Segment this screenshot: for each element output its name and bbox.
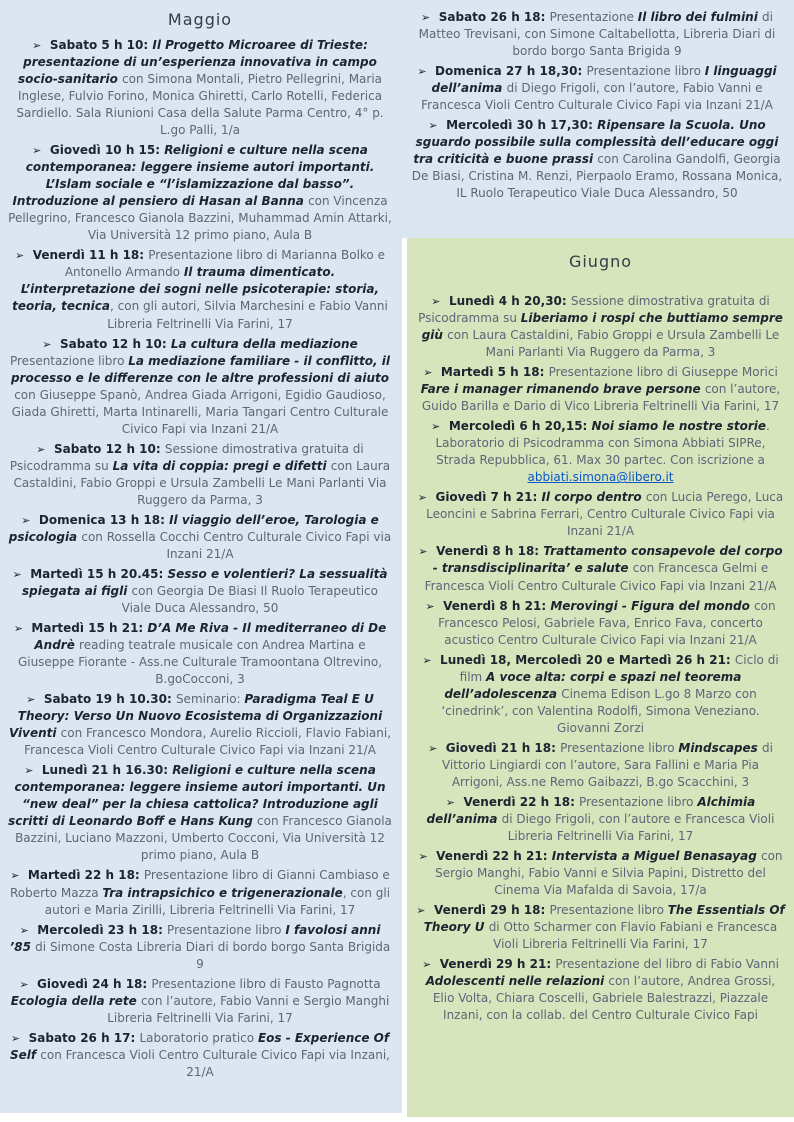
arrow-bullet-icon: ➢ [431, 420, 444, 434]
arrow-bullet-icon: ➢ [13, 622, 27, 636]
text-segment: di Otto Scharmer con Flavio Fabiani e Francesca Violi Libreria Feltrinelli Via Farini, 17 [488, 920, 778, 952]
event-item [415, 652, 786, 737]
arrow-bullet-icon: ➢ [417, 65, 431, 79]
text-segment: Presentazione libro [167, 922, 286, 937]
text-segment: Eos - Experience Of Self [9, 1030, 390, 1062]
text-segment: Giovedì 10 h 15: [49, 143, 165, 158]
text-segment: Merovingi - Figura del mondo [550, 598, 755, 613]
text-segment: Sabato 19 h 10.30: [43, 692, 176, 707]
text-segment: The Essentials Of Theory U [423, 903, 785, 935]
event-item [415, 902, 786, 953]
text-segment: , con gli autori, Silvia Marchesini e Fabio Vanni Libreria Feltrinelli Via Farini, 17 [107, 299, 388, 331]
event-item [415, 740, 786, 791]
text-segment: Sabato 5 h 10: [49, 38, 153, 52]
text-segment: Laboratorio pratico [139, 1030, 258, 1045]
text-segment: di Diego Frigoli, con l’autore, Fabio Vanni e Francesca Violi Centro Culturale Civico Fapi via Inzani 21/A [421, 81, 773, 113]
text-segment: La cultura della mediazione [170, 336, 358, 351]
event-item [415, 543, 786, 594]
event-item [8, 37, 392, 139]
text-segment: Venerdì 8 h 21: [443, 598, 551, 613]
maggio-right-items [408, 9, 786, 202]
text-segment: Ciclo di film [459, 652, 779, 684]
text-segment: Sessione dimostrativa gratuita di Psicodramma su [9, 441, 364, 473]
right-column [402, 0, 794, 1117]
text-segment: Il trauma dimenticato. L’interpretazione dei sogni nelle psicoterapie: storia, teoria, tecnica [12, 265, 380, 314]
text-segment: Martedì 5 h 18: [440, 365, 549, 380]
event-item [8, 566, 392, 617]
text-segment: I linguaggi dell’anima [431, 64, 777, 96]
arrow-bullet-icon: ➢ [12, 567, 26, 581]
text-segment: Martedì 15 h 20.45: [30, 566, 168, 581]
event-item [8, 620, 392, 688]
event-item [415, 956, 786, 1024]
arrow-bullet-icon: ➢ [19, 923, 33, 937]
text-segment: Venerdì 22 h 21: [436, 848, 552, 863]
text-segment: , con gli autori e Maria Zirilli, Libreria Feltrinelli Via Farini, 17 [44, 885, 391, 917]
text-segment: Venerdì 29 h 18: [433, 903, 550, 918]
text-segment: reading teatrale musicale con Andrea Martina e Giuseppe Fiorante - Ass.ne Culturale Tramoontana Oltrevino, B.goCocconi, 3 [17, 638, 383, 687]
text-segment: Religioni e culture nella scena contemporanea: leggere insieme autori importanti. Un “new deal” per la chiesa cattolica? Introduzione agli scritti di Leonardo Boff e Hans Kung [8, 763, 386, 829]
text-segment: Paradigma Teal E U Theory: Verso Un Nuovo Ecosistema di Organizzazioni Viventi [8, 692, 383, 741]
text-segment: con Simona Montali, Pietro Pellegrini, Maria Inglese, Fulvio Forino, Monica Ghiretti, Carlo Rotelli, Federica Sardiello. Sala Riunioni Casa della Salute Parma Centro, 4° p. L.go Palli, 1/a [16, 72, 384, 138]
event-item [415, 418, 786, 486]
text-segment: Giovedì 7 h 21: [435, 490, 542, 505]
text-segment: Adolescenti nelle relazioni [425, 974, 609, 989]
arrow-bullet-icon: ➢ [418, 545, 432, 559]
event-item [8, 691, 392, 759]
arrow-bullet-icon: ➢ [422, 958, 435, 972]
arrow-bullet-icon: ➢ [421, 11, 434, 24]
arrow-bullet-icon: ➢ [21, 513, 34, 527]
text-segment: Liberiamo i rospi che buttiamo sempre giù [421, 311, 783, 343]
arrow-bullet-icon: ➢ [416, 904, 429, 918]
text-segment: Il viaggio dell’eroe, Tarologia e psicologia [8, 512, 379, 544]
text-segment: Ecologia della rete [10, 993, 141, 1008]
event-item [8, 512, 392, 563]
text-segment: Lunedì 21 h 16.30: [41, 763, 173, 778]
text-segment: con l’autore, Guido Barilla e Dario di Vico Libreria Feltrinelli Via Farini, 17 [421, 382, 781, 414]
text-segment: con l’autore, Andrea Grossi, Elio Volta, Chiara Coscelli, Gabriele Balestrazzi, Piazzale Inzani, con la collab. del Centro Culturale Civico Fapi [432, 974, 776, 1023]
text-segment: Sabato 12 h 10: [53, 441, 165, 456]
text-segment: con Lucia Perego, Luca Leoncini e Sabrina Ferrari, Centro Culturale Civico Fapi via Inzani 21/A [426, 490, 784, 539]
event-item [8, 247, 392, 332]
text-segment: Mindscapes [678, 740, 762, 755]
text-segment: Noi siamo le nostre storie [591, 419, 767, 434]
event-item [8, 441, 392, 509]
text-segment: Sabato 12 h 10: [59, 336, 171, 351]
text-segment: Sabato 26 h 18: [438, 10, 550, 24]
maggio-continued-section [402, 0, 794, 238]
text-segment: Trattamento consapevole del corpo - transdisciplinarita’ e salute [432, 544, 783, 576]
event-item [408, 9, 786, 60]
text-segment: Alchimia dell’anima [426, 794, 756, 826]
arrow-bullet-icon: ➢ [36, 442, 49, 456]
event-item [8, 976, 392, 1027]
text-segment: Intervista a Miguel Benasayag [551, 848, 761, 863]
text-segment: Ripensare la Scuola. Uno sguardo possibile sulla complessità dell’educare oggi tra criticità e buone prassi [413, 118, 779, 167]
text-segment: Seminario: [175, 692, 245, 707]
text-segment: La mediazione familiare - il conflitto, il processo e le differenze con le altre professioni di aiuto [10, 353, 391, 385]
text-segment: di Diego Frigoli, con l’autore e Francesca Violi Libreria Feltrinelli Via Farini, 17 [501, 811, 775, 843]
text-segment: Lunedì 18, Mercoledì 20 e Martedì 26 h 21: [440, 652, 735, 667]
text-segment: Venerdì 29 h 21: [439, 957, 556, 972]
text-segment: con l’autore, Fabio Vanni e Sergio Manghi Libreria Feltrinelli Via Farini, 17 [107, 993, 390, 1025]
arrow-bullet-icon: ➢ [417, 491, 431, 505]
text-segment: Sabato 26 h 17: [28, 1030, 140, 1045]
arrow-bullet-icon: ➢ [24, 764, 37, 778]
text-segment: con Francesca Violi Centro Culturale Civico Fapi via Inzani, 21/A [40, 1047, 390, 1079]
text-segment: Presentazione libro [549, 903, 668, 918]
event-item [8, 1030, 392, 1081]
text-segment: di Simone Costa Libreria Diari di bordo borgo Santa Brigida 9 [35, 939, 391, 971]
text-segment: Il Progetto Microaree di Trieste: presentazione di un’esperienza innovativa in campo socio-sanitario [17, 38, 377, 87]
arrow-bullet-icon: ➢ [10, 1031, 24, 1045]
text-segment: Presentazione libro di Gianni Cambiaso e Roberto Mazza [9, 868, 390, 900]
text-segment: Domenica 27 h 18,30: [435, 64, 587, 79]
text-segment: con Carolina Gandolfi, Georgia De Biasi, Cristina M. Renzi, Pierpaolo Eramo, Rossana Monica, IL Ruolo Terapeutico Viale Duca Alessandro, 50 [411, 152, 783, 201]
text-segment: Lunedì 4 h 20,30: [448, 294, 571, 308]
text-segment: Mercoledì 23 h 18: [37, 922, 168, 937]
event-item [8, 336, 392, 438]
text-segment: La vita di coppia: pregi e difetti [112, 458, 331, 473]
text-segment: . Laboratorio di Psicodramma con Simona Abbiati SIPRe, Strada Repubblica, 61. Max 30 partec. Con iscrizione a [435, 419, 770, 468]
text-segment: Mercoledì 30 h 17,30: [446, 118, 598, 133]
text-segment: Venerdì 11 h 18: [32, 248, 149, 263]
text-segment: Presentazione libro di Marianna Bolko e Antonello Armando [64, 248, 385, 280]
text-segment: Il libro dei fulmini [637, 10, 763, 24]
text-segment: Presentazione libro [560, 740, 679, 755]
text-segment: Presentazione libro [9, 353, 129, 368]
event-item [415, 489, 786, 540]
text-segment: con Vincenza Pellegrino, Francesco Gianola Bazzini, Muhammad Amin Attarki, Via Università 12 primo piano, Aula B [8, 194, 392, 243]
text-segment: con Rossella Cocchi Centro Culturale Civico Fapi via Inzani 21/A [81, 529, 392, 561]
arrow-bullet-icon: ➢ [445, 795, 459, 809]
text-segment: con Francesco Mondora, Aurelio Riccioli, Flavio Fabiani, Francesca Violi Centro Culturale Civico Fapi via Inzani 21/A [24, 726, 392, 758]
text-segment: con Laura Castaldini, Fabio Groppi e Ursula Zambelli Le Mani Parlanti Via Ruggero da Parma, 3 [13, 458, 391, 507]
text-segment: Presentazione libro [579, 794, 698, 809]
giugno-items [415, 293, 786, 1024]
text-segment: Giovedì 24 h 18: [37, 976, 152, 991]
text-segment: Sessione dimostrativa gratuita di Psicodramma su [418, 294, 770, 326]
giugno-section [407, 238, 794, 1117]
text-segment: con Francesco Pelosi, Gabriele Fava, Enrico Fava, concerto acustico Centro Culturale Civico Fapi via Inzani 21/A [438, 598, 776, 647]
text-segment: D’A Me Riva - Il mediterraneo di De Andrè [34, 621, 387, 653]
text-segment: Martedì 22 h 18: [27, 868, 144, 883]
arrow-bullet-icon: ➢ [431, 295, 444, 308]
email-link[interactable]: abbiati.simona@libero.it [527, 470, 674, 485]
arrow-bullet-icon: ➢ [19, 977, 33, 991]
maggio-left-items [8, 37, 392, 1081]
arrow-bullet-icon: ➢ [32, 39, 45, 52]
text-segment: con Georgia De Biasi Il Ruolo Terapeutico Viale Duca Alessandro, 50 [121, 583, 378, 615]
giugno-header: Giugno [568, 252, 633, 271]
text-segment: Fare i manager rimanendo brave persone [420, 382, 705, 397]
arrow-bullet-icon: ➢ [42, 337, 55, 351]
text-segment: A voce alta: corpi e spazi nel teorema dell’adolescenza [444, 669, 742, 701]
text-segment: I favolosi anni ’85 [9, 922, 381, 954]
text-segment: Presentazione [549, 10, 638, 24]
event-item [415, 364, 786, 415]
arrow-bullet-icon: ➢ [423, 366, 436, 380]
event-item [408, 63, 786, 114]
text-segment: Venerdì 22 h 18: [463, 794, 580, 809]
text-segment: Venerdì 8 h 18: [436, 544, 544, 559]
arrow-bullet-icon: ➢ [26, 693, 39, 707]
text-segment: Tra intrapsichico e trigenerazionale [102, 885, 343, 900]
arrow-bullet-icon: ➢ [10, 869, 23, 883]
text-segment: Cinema Edison L.go 8 Marzo con ‘cinedrink’, con Valentina Rodolfi, Simona Veneziano. Giovanni Zorzi [441, 686, 760, 735]
text-segment: con Giuseppe Spanò, Andrea Giada Arrigoni, Egidio Gaudioso, Giada Ghiretti, Marta Intinarelli, Maria Tangari Centro Culturale Civico Fapi via Inzani 21/A [11, 387, 389, 436]
text-segment: Domenica 13 h 18: [38, 512, 170, 527]
text-segment: di Vittorio Lingiardi con l’autore, Sara Fallini e Maria Pia Arrigoni, Ass.ne Remo Gaibazzi, B.go Scacchini, 3 [441, 740, 773, 789]
event-item [8, 142, 392, 244]
event-item [415, 848, 786, 899]
arrow-bullet-icon: ➢ [32, 144, 45, 158]
event-item [415, 794, 786, 845]
event-item [8, 762, 392, 864]
maggio-header: Maggio [167, 10, 233, 29]
text-segment: con Sergio Manghi, Fabio Vanni e Silvia Papini, Distretto del Cinema Via Mafalda di Savoia, 17/a [435, 848, 783, 898]
text-segment: di Matteo Trevisani, con Simone Caltabellotta, Libreria Diari di bordo borgo Santa Brigida 9 [418, 10, 776, 59]
event-item [415, 598, 786, 649]
arrow-bullet-icon: ➢ [428, 741, 441, 755]
text-segment: Presentazione libro di Giuseppe Morici [548, 365, 778, 380]
event-item [8, 922, 392, 973]
text-segment: con Laura Castaldini, Fabio Groppi e Ursula Zambelli Le Mani Parlanti Via Ruggero da Parma, 3 [447, 328, 780, 360]
arrow-bullet-icon: ➢ [422, 653, 436, 667]
text-segment: con Francesco Gianola Bazzini, Luciano Mazzoni, Umberto Cocconi, Via Università 12 primo piano, Aula B [15, 814, 392, 863]
arrow-bullet-icon: ➢ [428, 119, 442, 133]
text-segment: Martedì 15 h 21: [31, 621, 148, 636]
text-segment: Religioni e culture nella scena contemporanea: leggere insieme autori importanti. L’Islam sociale e “l’islamizzazione dal basso”. Introduzione al pensiero di Hasan al Banna [12, 143, 375, 209]
event-item [415, 293, 786, 361]
text-segment: Presentazione libro [586, 64, 705, 79]
text-segment: Mercoledì 6 h 20,15: [448, 419, 592, 434]
arrow-bullet-icon: ➢ [425, 599, 439, 613]
text-segment: Il corpo dentro [541, 490, 646, 505]
event-item [8, 867, 392, 918]
text-segment: Presentazione del libro di Fabio Vanni [555, 957, 779, 972]
text-segment: Sesso e volentieri? La sessualità spiegata ai figli [22, 566, 388, 598]
arrow-bullet-icon: ➢ [15, 249, 28, 263]
arrow-bullet-icon: ➢ [418, 849, 432, 863]
event-item [408, 117, 786, 202]
text-segment: Presentazione libro di Fausto Pagnotta [151, 976, 381, 991]
text-segment: Giovedì 21 h 18: [445, 740, 561, 755]
text-segment: con Francesca Gelmi e Francesca Violi Centro Culturale Civico Fapi via Inzani 21/A [424, 561, 777, 593]
